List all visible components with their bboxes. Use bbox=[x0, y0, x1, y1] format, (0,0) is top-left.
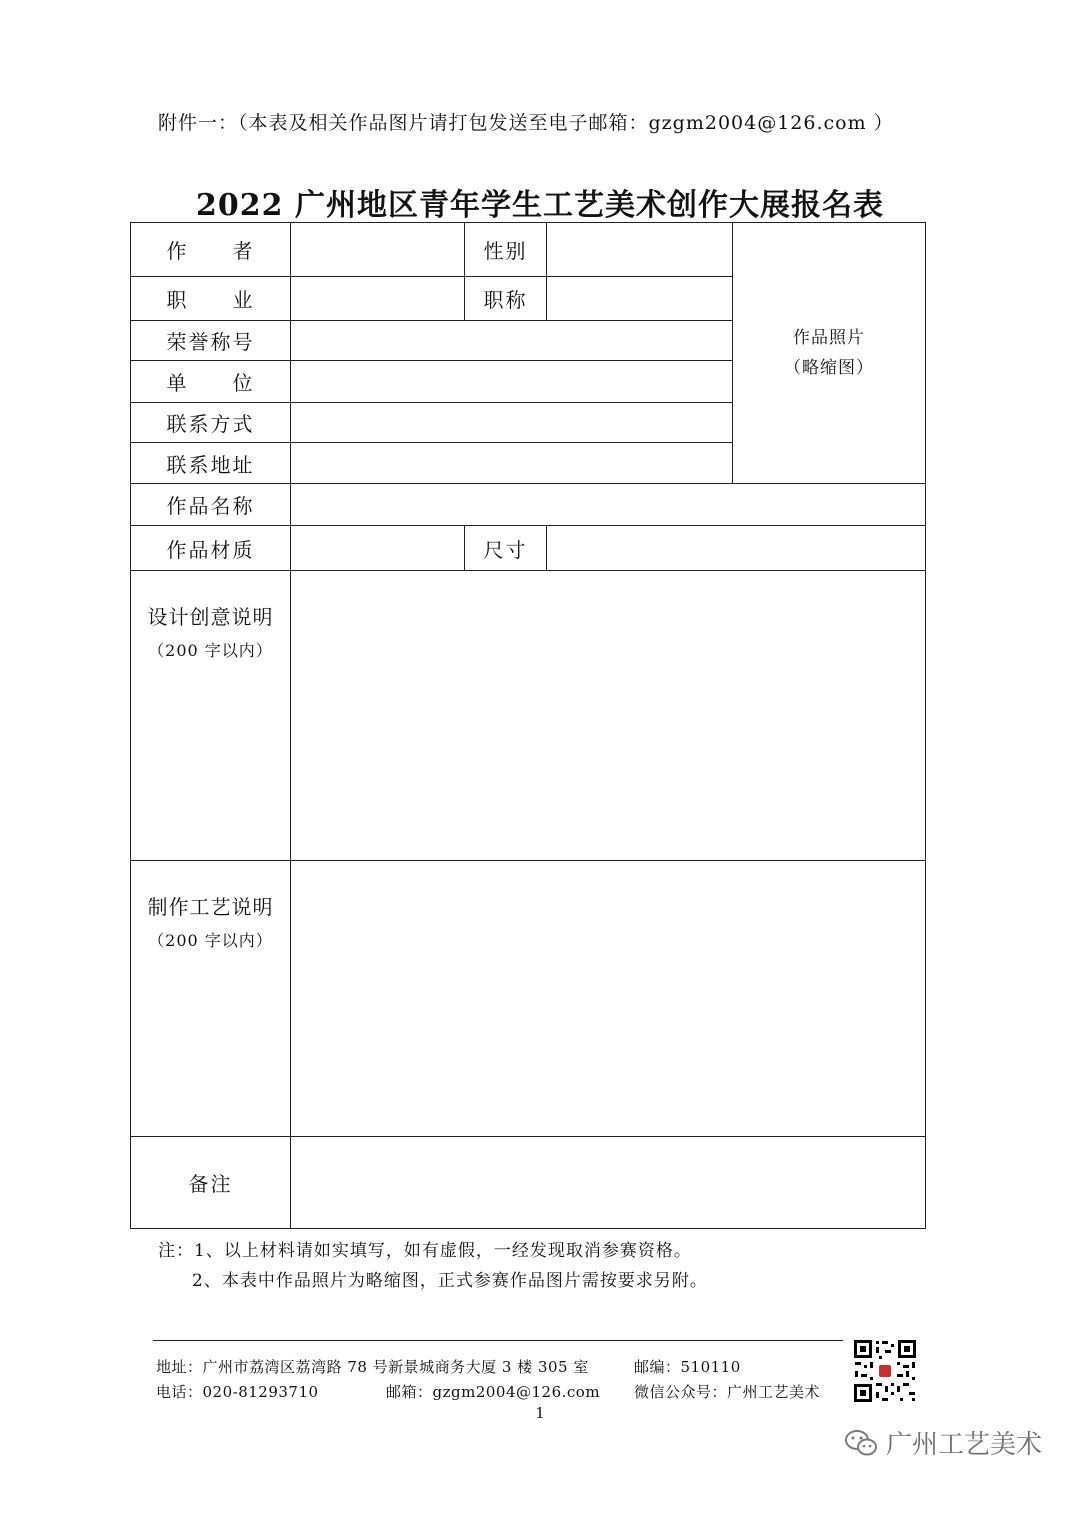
job-title-field[interactable] bbox=[546, 276, 733, 321]
contact-field[interactable] bbox=[290, 402, 733, 443]
gender-label: 性别 bbox=[464, 222, 547, 277]
watermark bbox=[844, 1424, 1042, 1461]
wechat-icon bbox=[844, 1428, 878, 1458]
form-title: 2022 广州地区青年学生工艺美术创作大展报名表 bbox=[196, 188, 884, 223]
design-field[interactable] bbox=[290, 570, 926, 861]
photo-label: 作品照片 bbox=[793, 328, 865, 348]
unit-label: 单 位 bbox=[130, 360, 291, 403]
honor-label: 荣誉称号 bbox=[130, 320, 291, 361]
work-name-label: 作品名称 bbox=[130, 483, 291, 526]
photo-sublabel: （略缩图） bbox=[784, 358, 874, 378]
registration-form bbox=[130, 222, 926, 1229]
gender-field[interactable] bbox=[546, 222, 733, 277]
footer-postcode: 邮编：510110 bbox=[634, 1358, 741, 1376]
photo-box[interactable] bbox=[732, 222, 926, 484]
size-label: 尺寸 bbox=[464, 525, 547, 571]
remarks-field[interactable] bbox=[290, 1136, 926, 1229]
work-name-field[interactable] bbox=[290, 483, 926, 526]
page-number: 1 bbox=[535, 1404, 545, 1422]
material-label: 作品材质 bbox=[130, 525, 291, 571]
author-field[interactable] bbox=[290, 222, 465, 277]
footer-divider bbox=[153, 1340, 843, 1341]
footer-address: 地址：广州市荔湾区荔湾路 78 号新景城商务大厦 3 楼 305 室 bbox=[156, 1358, 589, 1376]
watermark-text: 广州工艺美术 bbox=[885, 1430, 1042, 1460]
craft-word-limit: （200 字以内） bbox=[148, 931, 273, 950]
unit-field[interactable] bbox=[290, 360, 733, 403]
notes bbox=[158, 1236, 708, 1296]
occupation-field[interactable] bbox=[290, 276, 465, 321]
material-field[interactable] bbox=[290, 525, 465, 571]
design-label bbox=[130, 570, 291, 861]
qr-code-icon bbox=[852, 1338, 918, 1404]
craft-label bbox=[130, 860, 291, 1137]
note-1: 注：1、以上材料请如实填写，如有虚假，一经发现取消参赛资格。 bbox=[158, 1241, 692, 1261]
occupation-label: 职 业 bbox=[130, 276, 291, 321]
craft-field[interactable] bbox=[290, 860, 926, 1137]
footer-wechat: 微信公众号：广州工艺美术 bbox=[634, 1383, 821, 1401]
design-word-limit: （200 字以内） bbox=[148, 641, 273, 660]
address-field[interactable] bbox=[290, 442, 733, 484]
job-title-label: 职称 bbox=[464, 276, 547, 321]
address-label: 联系地址 bbox=[130, 442, 291, 484]
note-2: 2、本表中作品照片为略缩图，正式参赛作品图片需按要求另附。 bbox=[192, 1271, 708, 1291]
size-field[interactable] bbox=[546, 525, 926, 571]
author-label: 作 者 bbox=[130, 222, 291, 277]
contact-label: 联系方式 bbox=[130, 402, 291, 443]
craft-label-text: 制作工艺说明 bbox=[147, 895, 274, 919]
footer-phone: 电话：020-81293710 bbox=[156, 1383, 319, 1401]
attachment-note: 附件一：（本表及相关作品图片请打包发送至电子邮箱：gzgm2004@126.com ） bbox=[158, 112, 894, 134]
footer-email: 邮箱：gzgm2004@126.com bbox=[386, 1383, 601, 1401]
remarks-label: 备注 bbox=[130, 1136, 291, 1229]
honor-field[interactable] bbox=[290, 320, 733, 361]
design-label-text: 设计创意说明 bbox=[147, 605, 274, 629]
